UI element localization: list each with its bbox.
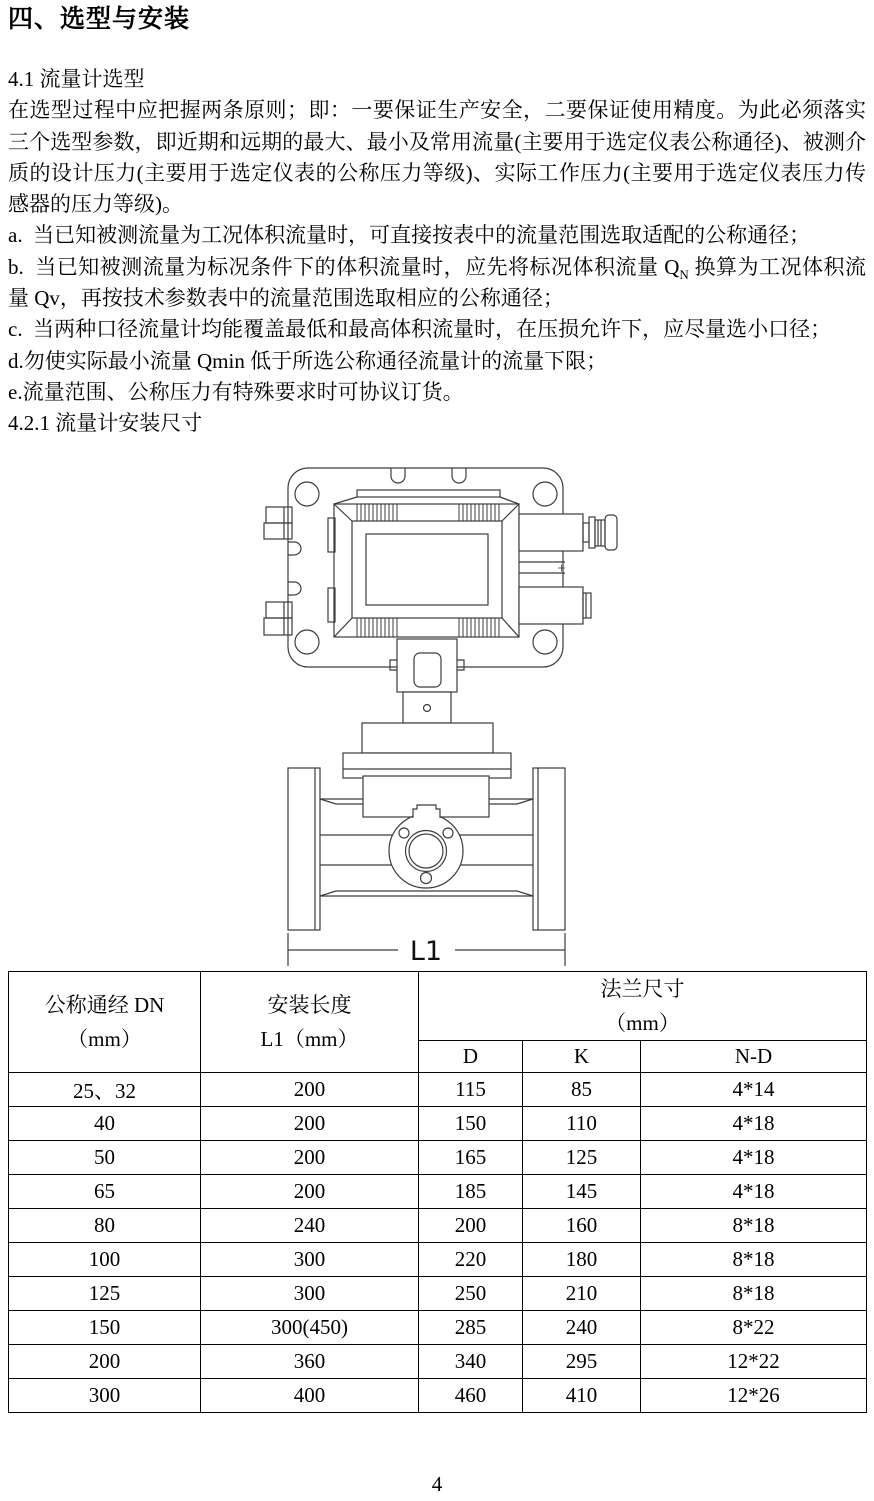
sensor-flange-tab bbox=[413, 805, 440, 818]
cell-dn: 300 bbox=[9, 1379, 201, 1413]
list-item-b-text: b. 当已知被测流量为标况条件下的体积流量时，应先将标况体积流量 Q bbox=[8, 254, 680, 279]
cell-nd: 8*22 bbox=[641, 1311, 867, 1345]
table-row bbox=[9, 1379, 867, 1413]
table-row bbox=[9, 1175, 867, 1209]
list-item-b-text-2: 换算为工况体积流量 Qv，再按技术参数表中的流量范围选取相应的公称通径； bbox=[8, 254, 866, 311]
dimension-label: L1 bbox=[409, 936, 443, 967]
flow-meter-drawing-svg bbox=[256, 455, 656, 970]
bezel-lid-joint-left bbox=[334, 497, 357, 504]
cell-k: 85 bbox=[523, 1073, 641, 1107]
table-row bbox=[9, 1209, 867, 1243]
selection-section bbox=[8, 4, 866, 440]
table-row bbox=[9, 1107, 867, 1141]
cell-nd: 4*14 bbox=[641, 1073, 867, 1107]
col-header-flange bbox=[419, 972, 867, 1041]
cell-dn: 150 bbox=[9, 1311, 201, 1345]
gland-thread bbox=[595, 520, 605, 546]
cell-dn: 80 bbox=[9, 1209, 201, 1243]
flow-meter-drawing bbox=[256, 455, 656, 970]
bezel-bevel-tl bbox=[334, 504, 352, 521]
cell-nd: 8*18 bbox=[641, 1209, 867, 1243]
mount-plate bbox=[343, 753, 511, 778]
cable-gland-bottom bbox=[519, 587, 583, 624]
list-item-a: a. 当已知被测流量为工况体积流量时，可直接按表中的流量范围选取适配的公称通径； bbox=[8, 223, 811, 248]
list-item-d: d.勿使实际最小流量 Qmin 低于所选公称通径流量计的流量下限； bbox=[8, 348, 608, 373]
bezel-bevel-bl bbox=[334, 618, 352, 637]
cell-length: 200 bbox=[201, 1073, 419, 1107]
dimension-table-wrap bbox=[8, 971, 866, 1413]
cell-length: 360 bbox=[201, 1345, 419, 1379]
display-window bbox=[366, 534, 488, 605]
col-header-flange-line2: （mm） bbox=[605, 1011, 680, 1035]
left-bump-lower bbox=[288, 582, 301, 595]
table-row bbox=[9, 1243, 867, 1277]
cell-d: 165 bbox=[419, 1141, 523, 1175]
bezel-inner-frame bbox=[352, 521, 502, 618]
pipe-bottom-taper bbox=[320, 891, 533, 896]
table-row bbox=[9, 1073, 867, 1107]
cell-nd: 8*18 bbox=[641, 1243, 867, 1277]
cell-k: 240 bbox=[523, 1311, 641, 1345]
cell-length: 300(450) bbox=[201, 1311, 419, 1345]
cell-dn: 125 bbox=[9, 1277, 201, 1311]
cell-length: 400 bbox=[201, 1379, 419, 1413]
cell-d: 250 bbox=[419, 1277, 523, 1311]
dimension-table bbox=[8, 971, 867, 1413]
gland-ring bbox=[589, 517, 595, 548]
col-header-d: D bbox=[419, 1041, 523, 1073]
gland-cap bbox=[605, 515, 617, 550]
sensor-flange-outer bbox=[389, 814, 463, 888]
bezel-bevel-br bbox=[502, 618, 519, 637]
subsection-title-421: 4.2.1 流量计安装尺寸 bbox=[8, 411, 203, 436]
head-screw-bottom-left bbox=[295, 630, 319, 654]
head-screw-bottom-right bbox=[533, 630, 557, 654]
cell-k: 110 bbox=[523, 1107, 641, 1141]
cell-d: 185 bbox=[419, 1175, 523, 1209]
cell-nd: 12*26 bbox=[641, 1379, 867, 1413]
cell-length: 200 bbox=[201, 1175, 419, 1209]
cable-gland-top bbox=[519, 514, 583, 551]
left-bump-upper bbox=[288, 542, 301, 555]
bonnet-block bbox=[362, 723, 493, 753]
bezel-outer bbox=[334, 504, 519, 637]
table-row bbox=[9, 1277, 867, 1311]
cell-d: 285 bbox=[419, 1311, 523, 1345]
list-item-e: e.流量范围、公称压力有特殊要求时可协议订货。 bbox=[8, 379, 464, 404]
cell-dn: 25、32 bbox=[9, 1073, 201, 1107]
cell-dn: 65 bbox=[9, 1175, 201, 1209]
col-header-nd: N-D bbox=[641, 1041, 867, 1073]
cell-k: 295 bbox=[523, 1345, 641, 1379]
list-item-c: c. 当两种口径流量计均能覆盖最低和最高体积流量时，在压损允许下，应尽量选小口径； bbox=[8, 317, 832, 342]
head-top-tab-left bbox=[391, 468, 405, 483]
cell-k: 180 bbox=[523, 1243, 641, 1277]
cell-nd: 12*22 bbox=[641, 1345, 867, 1379]
cell-k: 125 bbox=[523, 1141, 641, 1175]
page-number: 4 bbox=[431, 1472, 443, 1496]
cell-dn: 100 bbox=[9, 1243, 201, 1277]
qn-subscript: N bbox=[679, 266, 689, 282]
cell-k: 160 bbox=[523, 1209, 641, 1243]
cell-d: 200 bbox=[419, 1209, 523, 1243]
bezel-bevel-tr bbox=[502, 504, 519, 521]
head-screw-top-left bbox=[295, 482, 319, 506]
col-header-dn-line2: （mm） bbox=[67, 1027, 142, 1051]
cell-length: 200 bbox=[201, 1141, 419, 1175]
page-title: 四、选型与安装 bbox=[8, 6, 191, 33]
cell-k: 410 bbox=[523, 1379, 641, 1413]
gland-bottom-end bbox=[583, 593, 591, 618]
cell-nd: 8*18 bbox=[641, 1277, 867, 1311]
head-screw-top-right bbox=[533, 482, 557, 506]
col-header-length-line1: 安装长度 bbox=[267, 993, 352, 1017]
cell-dn: 40 bbox=[9, 1107, 201, 1141]
cell-k: 145 bbox=[523, 1175, 641, 1209]
bezel-fins-top bbox=[357, 504, 499, 521]
cell-d: 150 bbox=[419, 1107, 523, 1141]
col-header-k: K bbox=[523, 1041, 641, 1073]
cell-nd: 4*18 bbox=[641, 1107, 867, 1141]
cell-length: 300 bbox=[201, 1243, 419, 1277]
cell-d: 220 bbox=[419, 1243, 523, 1277]
center-mark bbox=[558, 565, 565, 572]
col-header-length bbox=[201, 972, 419, 1073]
list-item-b bbox=[8, 252, 866, 315]
head-top-tab-right bbox=[452, 468, 466, 483]
cell-d: 460 bbox=[419, 1379, 523, 1413]
bezel-lid-joint-right bbox=[500, 497, 519, 504]
cell-length: 300 bbox=[201, 1277, 419, 1311]
col-header-dn bbox=[9, 972, 201, 1073]
bezel-lid bbox=[357, 490, 500, 497]
cell-length: 240 bbox=[201, 1209, 419, 1243]
col-header-dn-line1: 公称通经 DN bbox=[44, 993, 165, 1017]
cell-dn: 50 bbox=[9, 1141, 201, 1175]
col-header-length-line2: L1（mm） bbox=[260, 1027, 359, 1051]
table-row bbox=[9, 1345, 867, 1379]
neck-block bbox=[397, 639, 457, 692]
cell-d: 340 bbox=[419, 1345, 523, 1379]
cell-dn: 200 bbox=[9, 1345, 201, 1379]
gland-stub bbox=[583, 523, 589, 542]
cell-length: 200 bbox=[201, 1107, 419, 1141]
table-row bbox=[9, 1141, 867, 1175]
col-header-flange-line1: 法兰尺寸 bbox=[600, 977, 685, 1001]
cell-k: 210 bbox=[523, 1277, 641, 1311]
cell-nd: 4*18 bbox=[641, 1141, 867, 1175]
paragraph-selection-principles: 在选型过程中应把握两条原则；即：一要保证生产安全，二要保证使用精度。为此必须落实三个选型参数，即近期和远期的最大、最小及常用流量(主要用于选定仪表公称通径)、被测介质的设计压力(主要用于选定仪表的公称压力等级)、实际工作压力(主要用于选定仪表压力传感器的压力等级)。 bbox=[8, 98, 866, 217]
subsection-title-41: 4.1 流量计选型 bbox=[8, 67, 145, 91]
bezel-fins-bottom bbox=[357, 618, 499, 637]
cell-d: 115 bbox=[419, 1073, 523, 1107]
neck-stem bbox=[403, 692, 451, 723]
table-row bbox=[9, 1311, 867, 1345]
cell-nd: 4*18 bbox=[641, 1175, 867, 1209]
